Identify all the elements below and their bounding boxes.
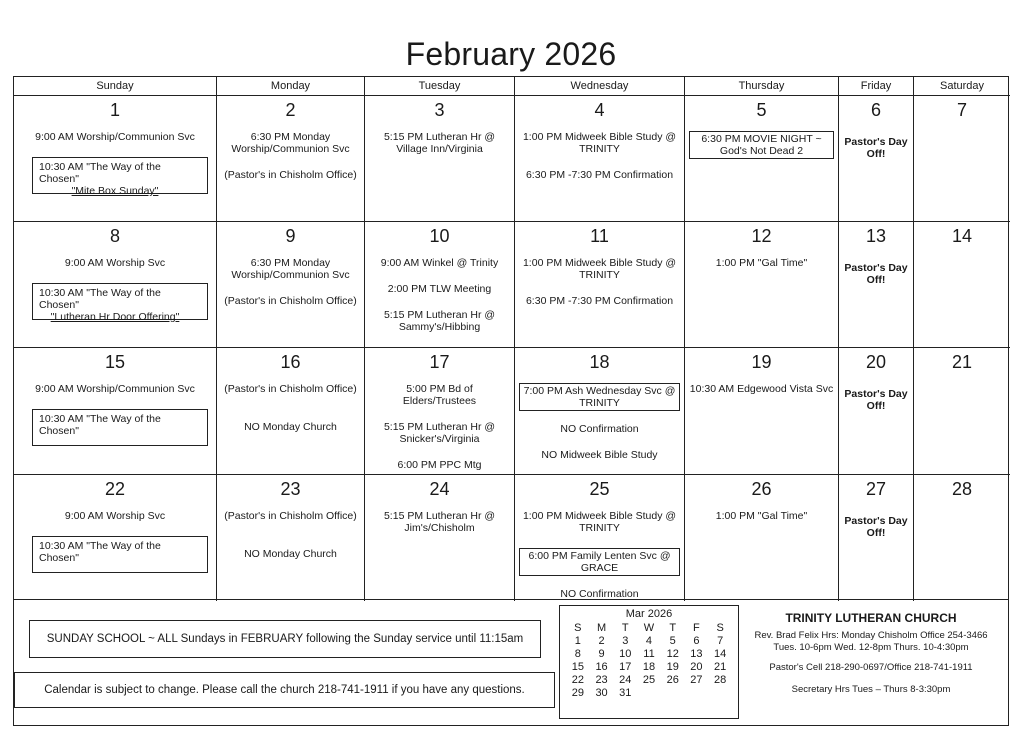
mini-day: 25 — [642, 674, 656, 686]
mini-day: 24 — [619, 674, 632, 686]
event-text: (Pastor's in Chisholm Office) — [224, 169, 357, 181]
event-text: 1:00 PM Midweek Bible Study @ TRINITY — [522, 257, 677, 281]
weekday-header-saturday: Saturday — [914, 77, 1010, 96]
boxed-event: 10:30 AM "The Way of the Chosen" — [32, 283, 208, 320]
mini-day: 20 — [690, 661, 703, 673]
mini-day: 29 — [571, 687, 584, 699]
day-cell — [914, 96, 1010, 222]
day-number: 26 — [751, 479, 772, 499]
mini-day: 1 — [574, 635, 581, 647]
mini-day: 30 — [595, 687, 608, 699]
mini-day — [637, 687, 661, 700]
day-cell — [839, 222, 914, 348]
day-cell — [515, 475, 685, 601]
mini-day: 6 — [693, 635, 700, 647]
day-cell — [14, 222, 217, 348]
calendar-grid — [13, 76, 1009, 600]
day-cell — [839, 96, 914, 222]
day-number: 12 — [751, 226, 772, 246]
event-text: "Lutheran Hr Door Offering" — [50, 311, 180, 323]
day-cell — [685, 222, 839, 348]
day-number: 18 — [589, 352, 610, 372]
day-number: 10 — [429, 226, 450, 246]
event-text: 5:15 PM Lutheran Hr @ Jim's/Chisholm — [383, 510, 496, 534]
day-off-note: Pastor's Day Off! — [844, 262, 908, 286]
mini-day: 31 — [619, 687, 632, 699]
day-cell — [365, 475, 515, 601]
day-cell — [14, 96, 217, 222]
day-cell — [365, 222, 515, 348]
mini-day: 11 — [643, 648, 655, 660]
day-number: 4 — [594, 100, 605, 120]
event-text: 9:00 AM Worship/Communion Svc — [35, 131, 195, 143]
day-number: 16 — [280, 352, 301, 372]
day-cell — [14, 348, 217, 475]
mini-day: 19 — [666, 661, 679, 673]
day-number: 20 — [865, 352, 887, 372]
event-text: NO Confirmation — [560, 423, 639, 435]
mini-day: 14 — [714, 648, 727, 660]
sunday-school-notice: SUNDAY SCHOOL ~ ALL Sundays in FEBRUARY following the Sunday service until 11:15am — [29, 620, 541, 658]
mini-day: 12 — [666, 648, 679, 660]
day-number: 9 — [285, 226, 296, 246]
event-text: 10:30 AM Edgewood Vista Svc — [689, 383, 834, 395]
event-text: 9:00 AM Worship Svc — [64, 510, 166, 522]
mini-day: 21 — [714, 661, 727, 673]
day-number: 7 — [956, 100, 967, 120]
weekday-header-friday: Friday — [839, 77, 914, 96]
boxed-event: 7:00 PM Ash Wednesday Svc @ TRINITY — [519, 383, 680, 411]
mini-weekday-header: T — [669, 622, 677, 634]
mini-day: 26 — [666, 674, 679, 686]
event-text: 1:00 PM Midweek Bible Study @ TRINITY — [522, 510, 677, 534]
calendar-disclaimer: Calendar is subject to change. Please call the church 218-741-1911 if you have any questions. — [14, 672, 555, 708]
event-text: 6:30 PM Monday Worship/Communion Svc — [231, 257, 350, 281]
event-text: "Mite Box Sunday" — [71, 185, 159, 197]
boxed-event: 6:00 PM Family Lenten Svc @ GRACE — [519, 548, 680, 576]
mini-day: 23 — [595, 674, 608, 686]
mini-weekday-header: F — [693, 622, 700, 634]
day-number: 2 — [285, 100, 296, 120]
mini-day: 18 — [642, 661, 656, 673]
weekday-header-tuesday: Tuesday — [365, 77, 515, 96]
event-text: (Pastor's in Chisholm Office) — [224, 383, 357, 395]
day-cell — [515, 348, 685, 475]
day-cell — [685, 475, 839, 601]
event-text: NO Monday Church — [244, 421, 337, 433]
mini-weekday-header: S — [716, 622, 724, 634]
mini-day: 7 — [717, 635, 724, 647]
day-cell — [217, 475, 365, 601]
weekday-header-thursday: Thursday — [685, 77, 839, 96]
day-number: 24 — [429, 479, 450, 499]
mini-day — [661, 687, 685, 700]
mini-day: 13 — [690, 648, 703, 660]
mini-weekday-header: M — [596, 622, 607, 634]
day-number: 8 — [109, 226, 120, 246]
day-cell — [914, 222, 1010, 348]
day-number: 14 — [951, 226, 973, 246]
day-cell — [839, 475, 914, 601]
mini-day: 3 — [622, 635, 629, 647]
mini-calendar-march — [559, 605, 739, 719]
day-number: 22 — [104, 479, 126, 499]
event-text: 5:15 PM Lutheran Hr @ Sammy's/Hibbing — [383, 309, 496, 333]
event-text: NO Confirmation — [560, 588, 639, 600]
boxed-event: 6:30 PM MOVIE NIGHT ~ God's Not Dead 2 — [689, 131, 834, 159]
day-number: 11 — [590, 226, 609, 246]
day-number: 28 — [951, 479, 973, 499]
day-cell — [217, 96, 365, 222]
day-number: 21 — [951, 352, 973, 372]
day-number: 1 — [109, 100, 120, 120]
mini-day: 22 — [571, 674, 584, 686]
page-title: February 2026 — [405, 36, 617, 72]
secretary-hours: Secretary Hrs Tues – Thurs 8-3:30pm — [791, 684, 951, 695]
mini-day: 28 — [714, 674, 727, 686]
event-text: NO Monday Church — [244, 548, 337, 560]
day-number: 13 — [865, 226, 887, 246]
event-text: 6:30 PM Monday Worship/Communion Svc — [231, 131, 350, 155]
day-off-note: Pastor's Day Off! — [844, 136, 908, 160]
church-name: TRINITY LUTHERAN CHURCH — [785, 611, 957, 625]
day-cell — [217, 222, 365, 348]
day-number: 19 — [751, 352, 772, 372]
event-text: 5:15 PM Lutheran Hr @ Snicker's/Virginia — [383, 421, 496, 445]
pastor-days: Tues. 10-6pm Wed. 12-8pm Thurs. 10-4:30pm — [773, 642, 969, 653]
day-off-note: Pastor's Day Off! — [844, 515, 908, 539]
mini-day: 4 — [645, 635, 653, 647]
day-number: 23 — [280, 479, 301, 499]
day-number: 25 — [589, 479, 610, 499]
pastor-phone: Pastor's Cell 218-290-0697/Office 218-741-1911 — [769, 662, 973, 673]
mini-day: 2 — [598, 635, 605, 647]
weekday-header-wednesday: Wednesday — [515, 77, 685, 96]
day-cell — [515, 222, 685, 348]
boxed-event: 10:30 AM "The Way of the Chosen" — [32, 409, 208, 446]
day-number: 6 — [870, 100, 881, 120]
church-info — [742, 612, 1000, 696]
day-cell — [685, 96, 839, 222]
event-text: 5:00 PM Bd of Elders/Trustees — [402, 383, 477, 407]
day-number: 5 — [756, 100, 767, 120]
day-cell — [914, 475, 1010, 601]
day-cell — [14, 475, 217, 601]
boxed-event: 10:30 AM "The Way of the Chosen" — [32, 536, 208, 573]
day-number: 15 — [104, 352, 126, 372]
event-text: 6:00 PM PPC Mtg — [397, 459, 482, 471]
event-text: 6:30 PM -7:30 PM Confirmation — [525, 295, 674, 307]
event-text: 9:00 AM Worship Svc — [64, 257, 166, 269]
day-cell — [685, 348, 839, 475]
day-off-note: Pastor's Day Off! — [844, 388, 908, 412]
day-number: 27 — [865, 479, 887, 499]
mini-day: 27 — [690, 674, 703, 686]
day-number: 17 — [429, 352, 450, 372]
event-text: NO Midweek Bible Study — [541, 449, 658, 461]
day-cell — [365, 96, 515, 222]
event-text: 6:30 PM -7:30 PM Confirmation — [525, 169, 674, 181]
event-text: 9:00 AM Worship/Communion Svc — [35, 383, 195, 395]
weekday-header-sunday: Sunday — [14, 77, 217, 96]
day-number: 3 — [434, 100, 445, 120]
event-text: 9:00 AM Winkel @ Trinity — [380, 257, 499, 269]
mini-day — [685, 687, 709, 700]
day-cell — [217, 348, 365, 475]
event-text: 1:00 PM "Gal Time" — [715, 257, 808, 269]
mini-calendar-grid — [566, 622, 732, 700]
mini-day: 17 — [619, 661, 632, 673]
day-cell — [515, 96, 685, 222]
mini-day — [708, 687, 732, 700]
event-text: 5:15 PM Lutheran Hr @ Village Inn/Virginia — [383, 131, 496, 155]
event-text: (Pastor's in Chisholm Office) — [224, 510, 357, 522]
event-text: 1:00 PM Midweek Bible Study @ TRINITY — [522, 131, 677, 155]
mini-weekday-header: W — [643, 622, 655, 634]
mini-day: 10 — [619, 648, 632, 660]
mini-calendar-title: Mar 2026 — [625, 608, 673, 620]
event-text: 1:00 PM "Gal Time" — [715, 510, 808, 522]
mini-day: 15 — [571, 661, 584, 673]
day-cell — [365, 348, 515, 475]
mini-day: 5 — [669, 635, 676, 647]
event-text: (Pastor's in Chisholm Office) — [224, 295, 357, 307]
pastor-hours: Rev. Brad Felix Hrs: Monday Chisholm Office 254-3466 — [754, 630, 988, 641]
mini-weekday-header: S — [574, 622, 582, 634]
mini-day: 16 — [595, 661, 608, 673]
event-text: 2:00 PM TLW Meeting — [387, 283, 492, 295]
boxed-event: 10:30 AM "The Way of the Chosen" — [32, 157, 208, 194]
mini-day: 9 — [598, 648, 605, 660]
day-cell — [914, 348, 1010, 475]
mini-day: 8 — [574, 648, 581, 660]
mini-weekday-header: T — [621, 622, 629, 634]
weekday-header-monday: Monday — [217, 77, 365, 96]
day-cell — [839, 348, 914, 475]
